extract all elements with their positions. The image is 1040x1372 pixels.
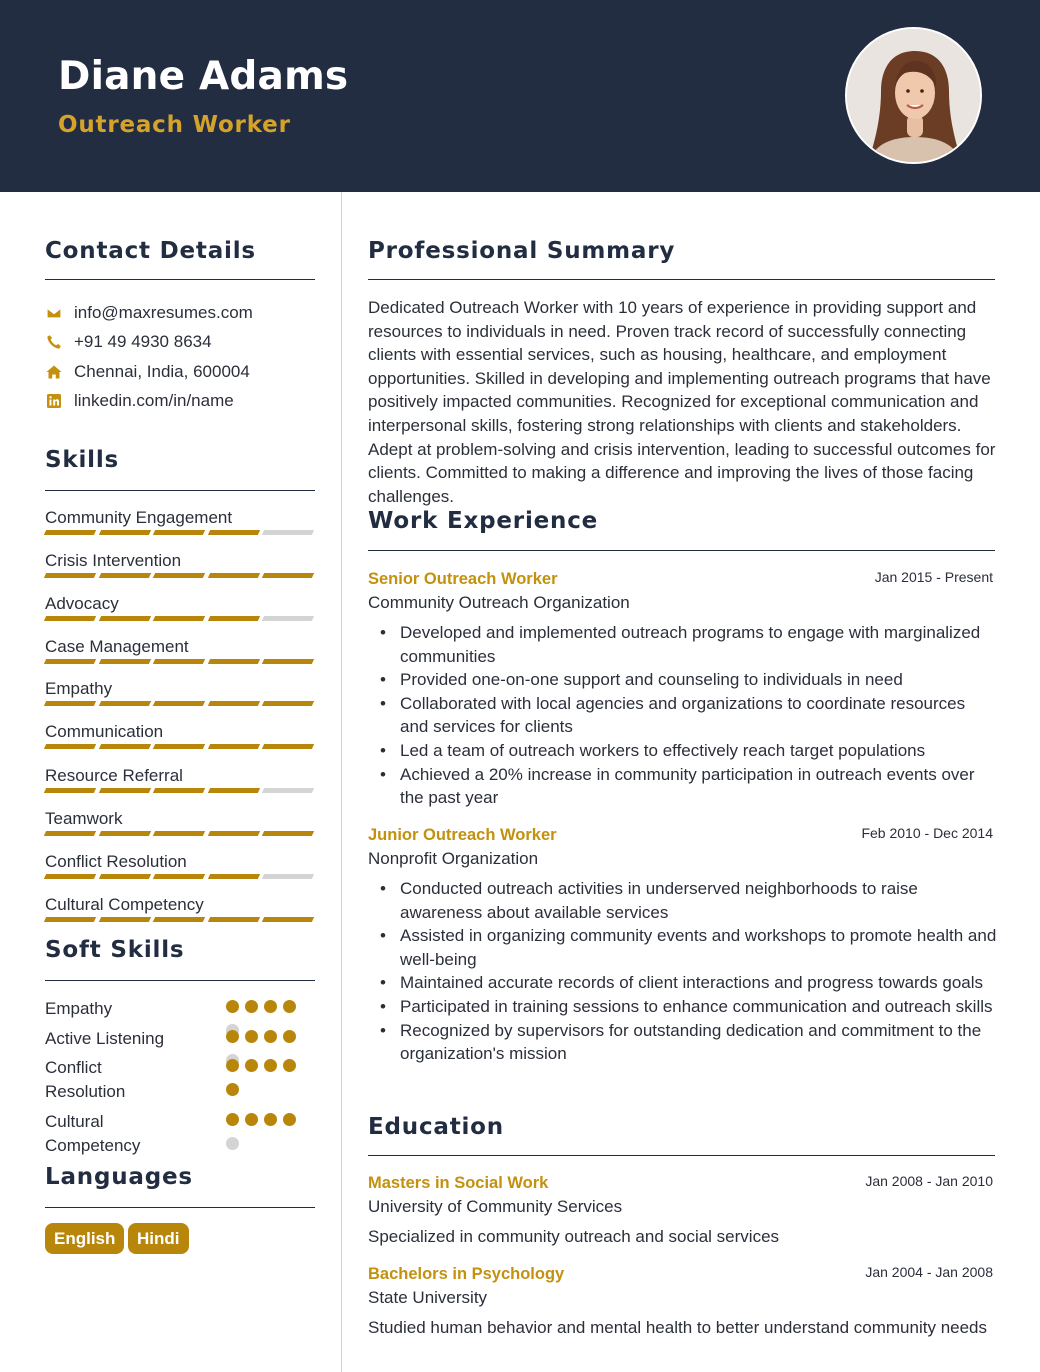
soft-skill-item <box>45 1027 315 1051</box>
skill-name: Resource Referral <box>45 766 183 785</box>
skill-level-segment <box>153 917 205 922</box>
skill-level-bar <box>45 874 313 879</box>
skill-level-segment <box>208 616 260 621</box>
skill-level-segment <box>153 788 205 793</box>
education-dates: Jan 2008 - Jan 2010 <box>865 1173 993 1189</box>
contact-linkedin[interactable] <box>45 390 234 412</box>
skill-level-segment <box>208 874 260 879</box>
rating-dot <box>283 1113 296 1126</box>
linkedin-icon <box>45 393 62 410</box>
skill-level-segment <box>98 788 150 793</box>
skill-level-segment <box>208 573 260 578</box>
skill-level-segment <box>153 530 205 535</box>
skill-level-segment <box>262 530 314 535</box>
rating-dot <box>264 1030 277 1043</box>
skill-item <box>45 722 315 742</box>
skill-level-bar <box>45 659 313 664</box>
rating-dot <box>226 1083 239 1096</box>
job-bullet: • Participated in training sessions to enhance communication and outreach skills <box>380 995 998 1019</box>
soft-skill-item <box>45 1110 315 1157</box>
skill-name: Cultural Competency <box>45 895 204 914</box>
job-title: Senior Outreach Worker <box>368 570 558 588</box>
skill-name: Conflict Resolution <box>45 852 187 871</box>
rating-dot <box>245 1030 258 1043</box>
skill-level-segment <box>98 744 150 749</box>
job-dates: Feb 2010 - Dec 2014 <box>861 825 993 841</box>
skill-level-segment <box>44 530 96 535</box>
skill-level-bar <box>45 530 313 535</box>
soft-skill-rating <box>226 1113 298 1150</box>
rating-dot <box>245 1000 258 1013</box>
skill-level-segment <box>98 874 150 879</box>
skill-name: Empathy <box>45 679 113 698</box>
skill-level-segment <box>44 616 96 621</box>
skill-level-segment <box>262 744 314 749</box>
skill-level-segment <box>153 744 205 749</box>
skill-level-segment <box>44 874 96 879</box>
soft-skill-name: Conflict Resolution <box>45 1058 126 1101</box>
skill-level-segment <box>153 874 205 879</box>
job-bullet: • Maintained accurate records of client interactions and progress towards goals <box>380 971 998 995</box>
soft-skill-rating <box>226 1059 298 1096</box>
skill-level-segment <box>153 616 205 621</box>
skill-name: Crisis Intervention <box>45 551 182 570</box>
skill-item <box>45 551 315 571</box>
degree-title: Masters in Social Work <box>368 1174 549 1192</box>
envelope-icon <box>45 305 62 322</box>
skill-item <box>45 508 315 528</box>
skill-level-segment <box>208 659 260 664</box>
skill-level-segment <box>262 874 314 879</box>
experience-section-title: Work Experience <box>368 508 599 534</box>
skill-level-segment <box>44 701 96 706</box>
school-name: State University <box>368 1288 488 1307</box>
skill-level-segment <box>98 530 150 535</box>
skill-item <box>45 895 315 915</box>
skill-level-segment <box>44 573 96 578</box>
degree-title: Bachelors in Psychology <box>368 1265 565 1283</box>
job-bullet: • Conducted outreach activities in underserved neighborhoods to raise awareness about available services <box>380 877 998 924</box>
skill-level-segment <box>262 831 314 836</box>
skill-item <box>45 594 315 614</box>
home-icon <box>45 364 62 381</box>
skill-level-segment <box>208 701 260 706</box>
contact-phone-text: +91 49 4930 8634 <box>74 332 212 351</box>
summary-text: Dedicated Outreach Worker with 10 years of experience in providing support and resources to individuals in need. Proven track record of successfully connecting clients with essential services, such as housing, healthcare, and employment opportunities. Skilled in developing and implementing outreach programs that have positively impacted communities. Recognized for exceptional communication and interpersonal skills, fostering strong relationships with clients and stakeholders. Adept at problem-solving and crisis intervention, leading to successful outcomes for clients. Committed to making a difference and improving the lives of those facing challenges. <box>368 298 996 506</box>
contact-section-title: Contact Details <box>45 238 256 264</box>
education-description: Specialized in community outreach and social services <box>368 1227 780 1246</box>
skill-level-segment <box>262 616 314 621</box>
skill-level-segment <box>208 530 260 535</box>
skill-level-segment <box>44 831 96 836</box>
rating-dot <box>264 1000 277 1013</box>
skill-item <box>45 679 315 699</box>
skill-level-bar <box>45 744 313 749</box>
rating-dot <box>226 1030 239 1043</box>
contact-location <box>45 361 250 383</box>
skill-name: Advocacy <box>45 594 119 613</box>
skill-name: Case Management <box>45 637 189 656</box>
job-bullet: • Led a team of outreach workers to effectively reach target populations <box>380 739 998 763</box>
education-section-rule <box>368 1155 995 1156</box>
skill-level-segment <box>44 917 96 922</box>
skill-level-segment <box>208 788 260 793</box>
skill-level-segment <box>208 831 260 836</box>
rating-dot <box>226 1113 239 1126</box>
job-organization: Community Outreach Organization <box>368 593 630 612</box>
skill-level-segment <box>98 573 150 578</box>
skill-level-segment <box>44 659 96 664</box>
soft-skills-section-rule <box>45 980 315 981</box>
skill-name: Communication <box>45 722 164 741</box>
skill-name: Community Engagement <box>45 508 233 527</box>
skill-level-bar <box>45 917 313 922</box>
job-bullet: • Recognized by supervisors for outstanding dedication and commitment to the organization's mission <box>380 1019 998 1066</box>
summary-section-title: Professional Summary <box>368 238 676 264</box>
contact-linkedin-text: linkedin.com/in/name <box>74 391 234 410</box>
education-section-title: Education <box>368 1114 504 1140</box>
rating-dot <box>264 1113 277 1126</box>
skill-level-segment <box>262 659 314 664</box>
skill-level-segment <box>153 831 205 836</box>
skill-level-segment <box>262 788 314 793</box>
soft-skill-item <box>45 1056 315 1103</box>
skill-level-bar <box>45 788 313 793</box>
contact-section-rule <box>45 279 315 280</box>
candidate-name: Diane Adams <box>58 54 349 99</box>
rating-dot <box>245 1113 258 1126</box>
education-dates: Jan 2004 - Jan 2008 <box>865 1264 993 1280</box>
skill-level-segment <box>262 701 314 706</box>
skill-level-segment <box>98 831 150 836</box>
skill-level-bar <box>45 616 313 621</box>
rating-dot <box>245 1059 258 1072</box>
rating-dot <box>283 1059 296 1072</box>
job-bullet: • Achieved a 20% increase in community participation in outreach events over the past year <box>380 763 998 810</box>
skill-level-segment <box>208 744 260 749</box>
contact-email[interactable] <box>45 302 253 324</box>
resume-header <box>0 0 1040 192</box>
soft-skill-item <box>45 997 315 1021</box>
skill-level-bar <box>45 701 313 706</box>
skill-level-segment <box>153 701 205 706</box>
skill-level-segment <box>153 659 205 664</box>
job-bullet: • Collaborated with local agencies and organizations to coordinate resources and services for clients <box>380 692 998 739</box>
contact-location-text: Chennai, India, 600004 <box>74 362 250 381</box>
job-bullet: • Developed and implemented outreach programs to engage with marginalized communities <box>380 621 998 668</box>
column-divider <box>341 192 342 1372</box>
rating-dot <box>264 1059 277 1072</box>
job-bullet-list <box>380 621 998 810</box>
skill-level-bar <box>45 831 313 836</box>
job-title: Junior Outreach Worker <box>368 826 557 844</box>
rating-dot <box>226 1000 239 1013</box>
languages-section-title: Languages <box>45 1164 193 1190</box>
skill-name: Teamwork <box>45 809 123 828</box>
language-badge: English <box>45 1223 124 1254</box>
education-description: Studied human behavior and mental health to better understand community needs <box>368 1318 988 1337</box>
contact-email-text: info@maxresumes.com <box>74 303 253 322</box>
school-name: University of Community Services <box>368 1197 623 1216</box>
job-organization: Nonprofit Organization <box>368 849 539 868</box>
skills-section-rule <box>45 490 315 491</box>
skill-level-segment <box>44 788 96 793</box>
skills-section-title: Skills <box>45 447 120 473</box>
language-badge: Hindi <box>128 1223 189 1254</box>
profile-photo <box>845 27 982 164</box>
skill-level-segment <box>262 573 314 578</box>
profile-photo-illustration <box>847 29 982 164</box>
rating-dot <box>226 1137 239 1150</box>
skill-item <box>45 852 315 872</box>
job-bullet-list <box>380 877 998 1066</box>
soft-skill-name: Active Listening <box>45 1029 165 1048</box>
contact-phone[interactable] <box>45 331 212 353</box>
skill-item <box>45 637 315 657</box>
rating-dot <box>226 1059 239 1072</box>
skill-level-segment <box>208 917 260 922</box>
soft-skill-name: Cultural Competency <box>45 1112 141 1155</box>
job-bullet: • Assisted in organizing community events and workshops to promote health and well-being <box>380 924 998 971</box>
skill-level-segment <box>98 701 150 706</box>
skill-level-segment <box>98 659 150 664</box>
job-bullet: • Provided one-on-one support and counseling to individuals in need <box>380 668 998 692</box>
skill-item <box>45 766 315 786</box>
phone-icon <box>45 334 62 351</box>
soft-skill-name: Empathy <box>45 999 113 1018</box>
skill-level-segment <box>98 917 150 922</box>
summary-section-rule <box>368 279 995 280</box>
soft-skills-section-title: Soft Skills <box>45 937 185 963</box>
experience-section-rule <box>368 550 995 551</box>
skill-level-bar <box>45 573 313 578</box>
skill-level-segment <box>98 616 150 621</box>
languages-section-rule <box>45 1207 315 1208</box>
skill-level-segment <box>262 917 314 922</box>
job-dates: Jan 2015 - Present <box>874 569 993 585</box>
rating-dot <box>283 1000 296 1013</box>
skill-level-segment <box>153 573 205 578</box>
skill-level-segment <box>44 744 96 749</box>
rating-dot <box>283 1030 296 1043</box>
skill-item <box>45 809 315 829</box>
candidate-role: Outreach Worker <box>58 112 291 138</box>
